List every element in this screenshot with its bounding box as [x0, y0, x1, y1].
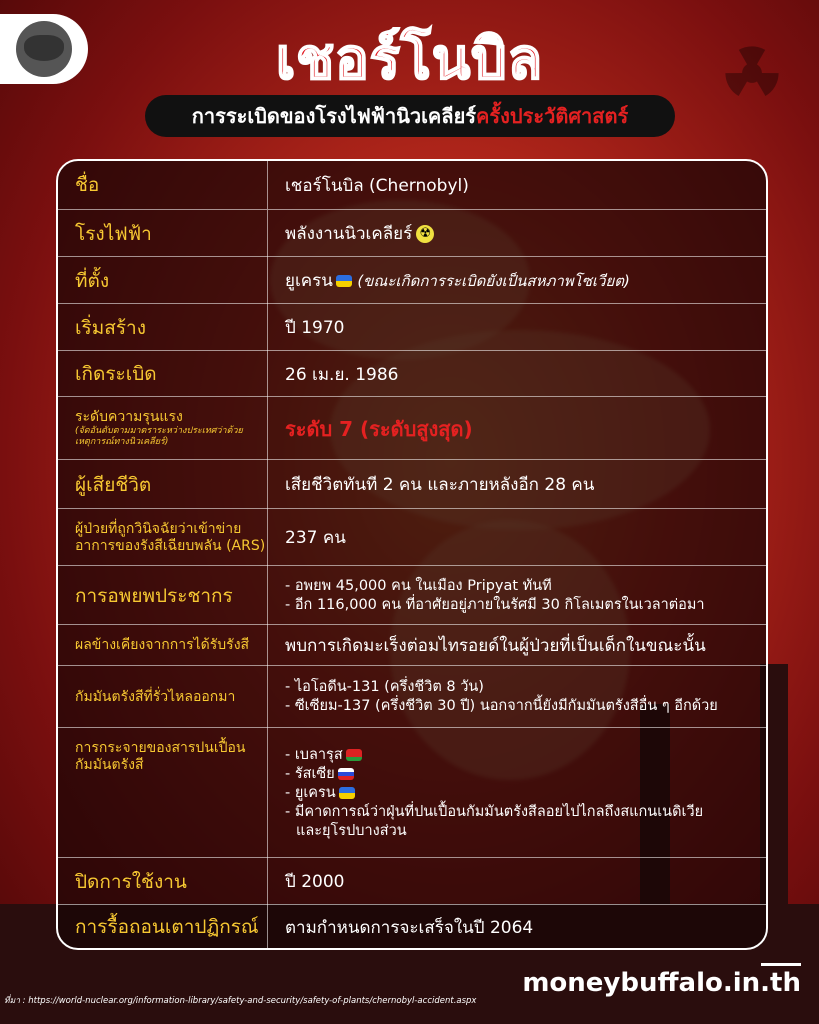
row-label: ปิดการใช้งาน [58, 858, 268, 905]
row-value: ปี 2000 [285, 872, 345, 892]
source-link[interactable]: ที่มา : https://world-nuclear.org/information-library/safety-and-security/safety-of-plants/chernobyl-accident.aspx [4, 996, 477, 1006]
table-row [58, 727, 766, 858]
row-value: - อพยพ 45,000 คน ในเมือง Pripyat ทันที - อีก 116,000 คน ที่อาศัยอยู่ภายในรัศมี 30 กิโลเมตรในเวลาต่อมา [285, 577, 705, 613]
row-label: ชื่อ [58, 161, 268, 209]
belarus-flag-icon [346, 749, 362, 761]
row-label: ที่ตั้ง [58, 257, 268, 304]
radiation-symbol-icon: ☢ [416, 225, 434, 243]
table-row [58, 350, 766, 397]
subtitle-white: การระเบิดของโรงไฟฟ้านิวเคลียร์ [191, 104, 477, 128]
table-row [58, 161, 766, 209]
row-value: - เบลารุส - รัสเซีย - ยูเครน - มีคาดการณ์ว่าฝุ่นที่ปนเปื้อนกัมมันตรังสีลอยไปไกลถึงสแกนเนดิเวีย และยุโรปบางส่วน [285, 746, 704, 839]
row-label: เริ่มสร้าง [58, 304, 268, 351]
row-value: ยูเครน (ขณะเกิดการระเบิดยังเป็นสหภาพโซเวียต) [285, 271, 630, 291]
subtitle [145, 95, 675, 137]
row-label: ระดับความรุนแรง (จัดอันดับตามมาตราระหว่างประเทศว่าด้วยเหตุการณ์ทางนิวเคลียร์) [58, 397, 268, 460]
table-row [58, 209, 766, 257]
row-label: การรื้อถอนเตาปฏิกรณ์ [58, 905, 268, 949]
row-label: ผลข้างเคียงจากการได้รับรังสี [58, 625, 268, 666]
row-label: เกิดระเบิด [58, 351, 268, 397]
row-value: พบการเกิดมะเร็งต่อมไทรอยด์ในผู้ป่วยที่เป็นเด็กในขณะนั้น [285, 636, 706, 656]
row-value: ตามกำหนดการจะเสร็จในปี 2064 [285, 917, 534, 938]
row-value: ปี 1970 [285, 318, 345, 338]
row-value: เสียชีวิตทันที 2 คน และภายหลังอีก 28 คน [285, 475, 595, 495]
russia-flag-icon [338, 768, 354, 780]
row-value: 26 เม.ย. 1986 [285, 364, 399, 385]
table-row [58, 256, 766, 304]
ukraine-flag-icon [339, 787, 355, 799]
table-row [58, 624, 766, 666]
brand-name[interactable]: moneybuffalo.in.th [522, 968, 801, 998]
row-value: ระดับ 7 (ระดับสูงสุด) [285, 416, 473, 441]
table-row [58, 508, 766, 566]
ukraine-flag-icon [336, 275, 352, 287]
table-row [58, 904, 766, 949]
brand-underline [761, 963, 801, 966]
row-label: โรงไฟฟ้า [58, 210, 268, 257]
table-row [58, 459, 766, 509]
table-row [58, 303, 766, 351]
row-label: ผู้เสียชีวิต [58, 460, 268, 509]
row-label: ผู้ป่วยที่ถูกวินิจฉัยว่าเข้าข่ายอาการของรังสีเฉียบพลัน (ARS) [58, 509, 268, 566]
row-value: เชอร์โนบิล (Chernobyl) [285, 175, 469, 196]
page-title: เชอร์โนบิล [275, 27, 544, 92]
row-value: พลังงานนิวเคลียร์ ☢ [268, 210, 766, 257]
info-table [56, 159, 768, 950]
row-label: กัมมันตรังสีที่รั่วไหลออกมา [58, 666, 268, 728]
row-value: 237 คน [285, 528, 346, 548]
table-row [58, 565, 766, 625]
row-label: การกระจายของสารปนเปื้อนกัมมันตรังสี [58, 728, 268, 858]
table-row [58, 665, 766, 728]
table-row [58, 396, 766, 460]
row-value: - ไอโอดีน-131 (ครึ่งชีวิต 8 วัน) - ซีเซียม-137 (ครึ่งชีวิต 30 ปี) นอกจากนี้ยังมีกัมมันตรังสีอื่น ๆ อีกด้วย [285, 679, 718, 714]
row-label: การอพยพประชากร [58, 566, 268, 625]
subtitle-red: ครั้งประวัติศาสตร์ [476, 104, 629, 128]
table-row [58, 857, 766, 905]
